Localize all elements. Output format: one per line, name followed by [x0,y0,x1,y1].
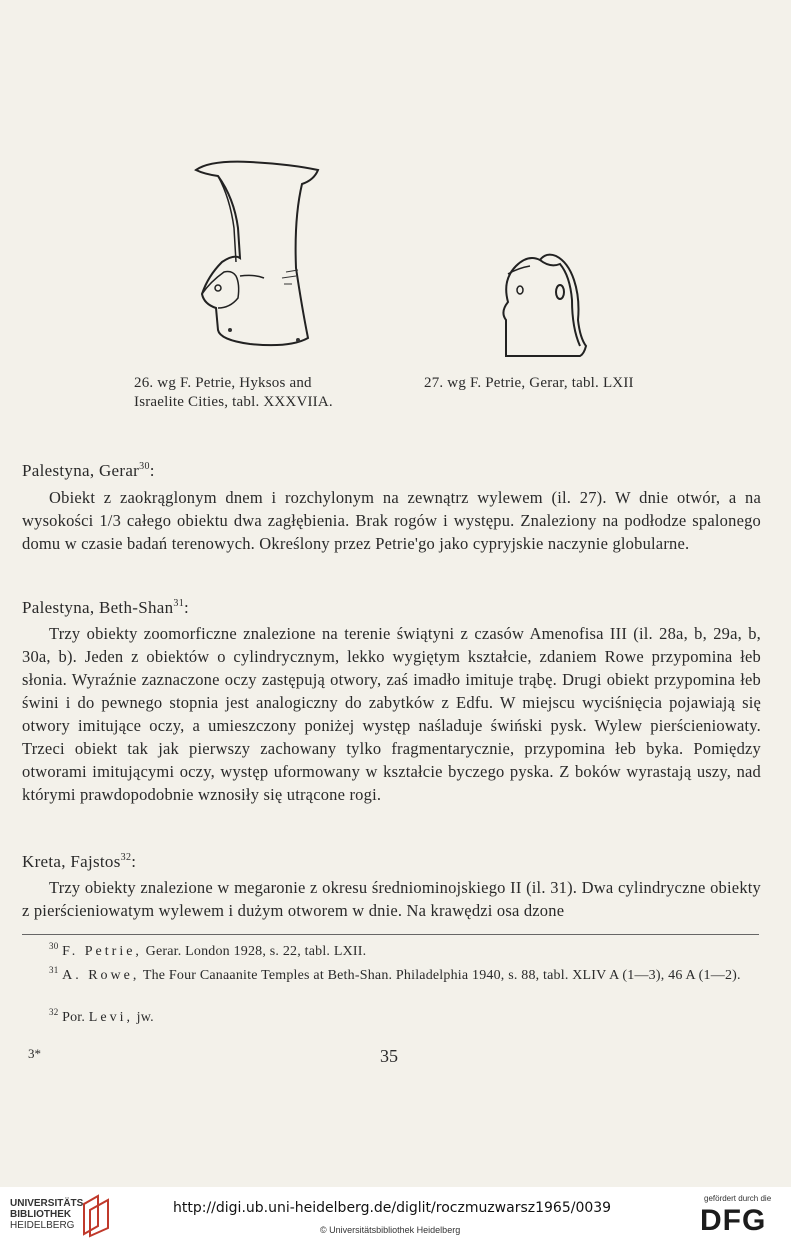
footnote-ref: 32 [120,852,132,863]
figure-26-drawing [190,158,330,358]
figure-27-drawing [494,250,594,360]
document-url-link[interactable]: http://digi.ub.uni-heidelberg.de/diglit/roczmuzwarsz1965/0039 [173,1200,612,1216]
caption-line: Israelite Cities, tabl. XXXVIIA. [134,394,333,410]
figure-27-caption: 27. wg F. Petrie, Gerar, tabl. LXII [424,375,634,391]
footnote-32: $^{32}$ Por. Levi, jw. [49,1007,154,1025]
signature-mark: 3* [28,1046,41,1061]
library-logo-icon [80,1194,112,1238]
footnote-31: $^{31}$ A. Rowe, The Four Canaanite Temples at Beth-Shan. Philadelphia 1940, s. 88, tabl. XLIV A (1—3), 46 A (1—2). [49,965,741,983]
section-text: Trzy obiekty zoomorficzne znalezione na terenie świątyni z czasów Amenofisa III (il. 28a, b, 29a, b, 30a, b). Jeden z obiektów o cylindrycznym, lekko wygiętym kształcie, zdaniem Rowe przypomina łeb słonia. Wyraźnie zaznaczone oczy zastępują otwory, zaś imadło imituje trąbę. Drugi obiekt przypomina łeb świni i do pewnego stopnia jest analogiczny do zabytków z Edfu. W miejscu wyciśnięcia pojawiają się otwory imitujące oczy, a umieszczony poniżej występ naśladuje świński pysk. Wylew pierścieniowaty. Trzeci obiekt tak jak pierwszy zachowany tylko fragmentarycznie, przypomina łeb byka. Pomiędzy otworami imitującymi oczy, występ uformowany w kształcie byczego pyska. Z boków wyrastają uszy, nad którymi prawdopodobnie wznosiły się utrącone rogi. [22,624,761,804]
section-text: Trzy obiekty znalezione w megaronie z okresu średniominojskiego II (il. 31). Dwa cylindryczne obiekty z pierścieniowatym wylewem i dużym otworem w dnie. Na krawędzi osa dzone [22,878,761,920]
caption-line: 26. wg F. Petrie, Hyksos and [134,375,312,391]
section-heading: Kreta, Fajstos$^{32}$: [22,852,137,871]
dfg-label: gefördert durch die [704,1194,772,1203]
figure-26-caption [134,374,369,412]
footnote-ref: 31 [173,598,185,609]
dfg-logo[interactable]: DFG [700,1204,767,1237]
section-heading: Palestyna, Beth-Shan$^{31}$: [22,598,190,617]
page-number: 35 [380,1046,398,1066]
footnote-ref: 30 [139,461,150,472]
section-text: Obiekt z zaokrąglonym dnem i rozchylonym na zewnątrz wylewem (il. 27). W dnie otwór, a na wysokości 1/3 całego obiektu dwa zagłębienia. Brak rogów i występu. Znaleziony na podłodze spalonego domu w czasie badań terenowych. Określony przez Petrie'go jako cypryjskie naczynie globularne. [22,488,761,553]
section-heading: Palestyna, Gerar$^{30}$: [22,461,155,480]
library-logo-text[interactable]: UNIVERSITÄTS- BIBLIOTHEK HEIDELBERG [10,1198,87,1231]
copyright-notice: © Universitätsbibliothek Heidelberg [320,1225,461,1235]
footnote-divider [22,934,759,935]
footnote-30: $^{30}$ F. Petrie, Gerar. London 1928, s. 22, tabl. LXII. [49,941,367,959]
